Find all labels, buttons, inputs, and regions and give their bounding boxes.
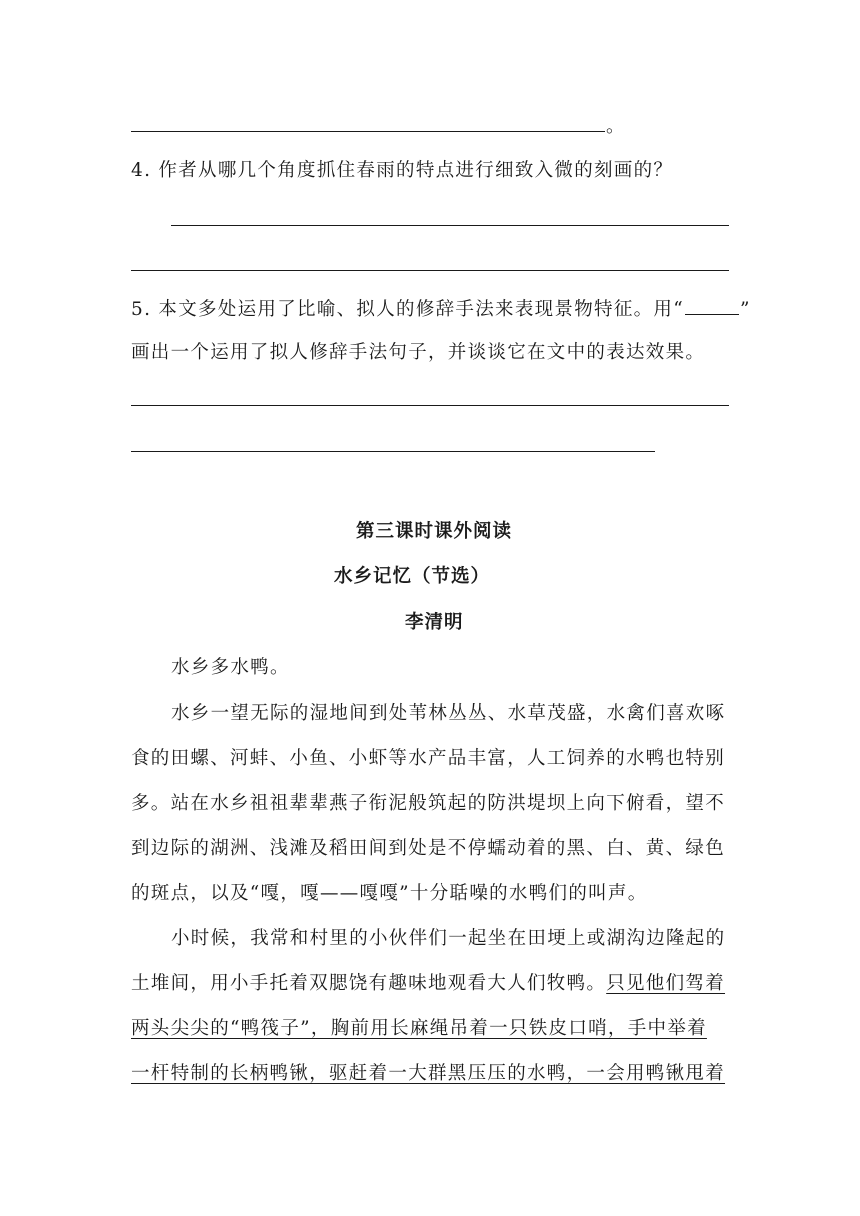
section-heading: 第三课时课外阅读: [356, 521, 513, 542]
question-5-text-b: ”: [740, 299, 751, 320]
answer-line-q5-2: [131, 451, 655, 452]
article-author: 李清明: [405, 612, 464, 633]
answer-line-q4-1: [171, 225, 729, 226]
underlined-sentence-start: 只见他们驾着: [606, 973, 726, 994]
paragraph-3-line-2: [131, 975, 725, 994]
paragraph-2-line-2: 食的田螺、河蚌、小鱼、小虾等水产品丰富，人工饲养的水鸭也特别: [131, 748, 726, 769]
article-title: 水乡记忆（节选）: [334, 566, 491, 587]
paragraph-1: 水乡多水鸭。: [171, 657, 290, 678]
question-4: 4. 作者从哪几个角度抓住春雨的特点进行细致入微的刻画的？: [131, 160, 674, 181]
answer-line-q3: [131, 131, 605, 132]
question-5-line-2: 画出一个运用了拟人修辞手法句子，并谈谈它在文中的表达效果。: [131, 342, 706, 363]
underlined-sentence-line-3: 一杆特制的长柄鸭锹，驱赶着一大群黑压压的水鸭，一会用鸭锹甩着: [131, 1063, 726, 1084]
underlined-sentence-line-2: 两头尖尖的“鸭筏子”，胸前用长麻绳吊着一只铁皮口哨，手中举着: [131, 1018, 707, 1039]
answer-line-q5-1: [131, 405, 729, 406]
question-5-line-1: [131, 300, 751, 320]
period-mark: 。: [606, 116, 626, 137]
paragraph-2-line-4: 到边际的湖洲、浅滩及稻田间到处是不停蠕动着的黑、白、黄、绿色: [131, 838, 726, 859]
answer-line-q4-2: [131, 270, 729, 271]
underline-blank: [685, 300, 739, 315]
paragraph-2-line-1: 水乡一望无际的湿地间到处苇林丛丛、水草茂盛，水禽们喜欢啄: [171, 703, 726, 724]
paragraph-3-line-1: 小时候，我常和村里的小伙伴们一起坐在田埂上或湖沟边隆起的: [171, 928, 726, 949]
question-5-text-a: 5. 本文多处运用了比喻、拟人的修辞手法来表现景物特征。用“: [131, 299, 684, 320]
paragraph-3-text: 土堆间，用小手托着双腮饶有趣味地观看大人们牧鸭。: [131, 973, 607, 994]
paragraph-2-line-3: 多。站在水乡祖祖辈辈燕子衔泥般筑起的防洪堤坝上向下俯看，望不: [131, 793, 726, 814]
paragraph-2-line-5: 的斑点，以及“嘎，嘎——嘎嘎”十分聒噪的水鸭们的叫声。: [131, 883, 648, 904]
